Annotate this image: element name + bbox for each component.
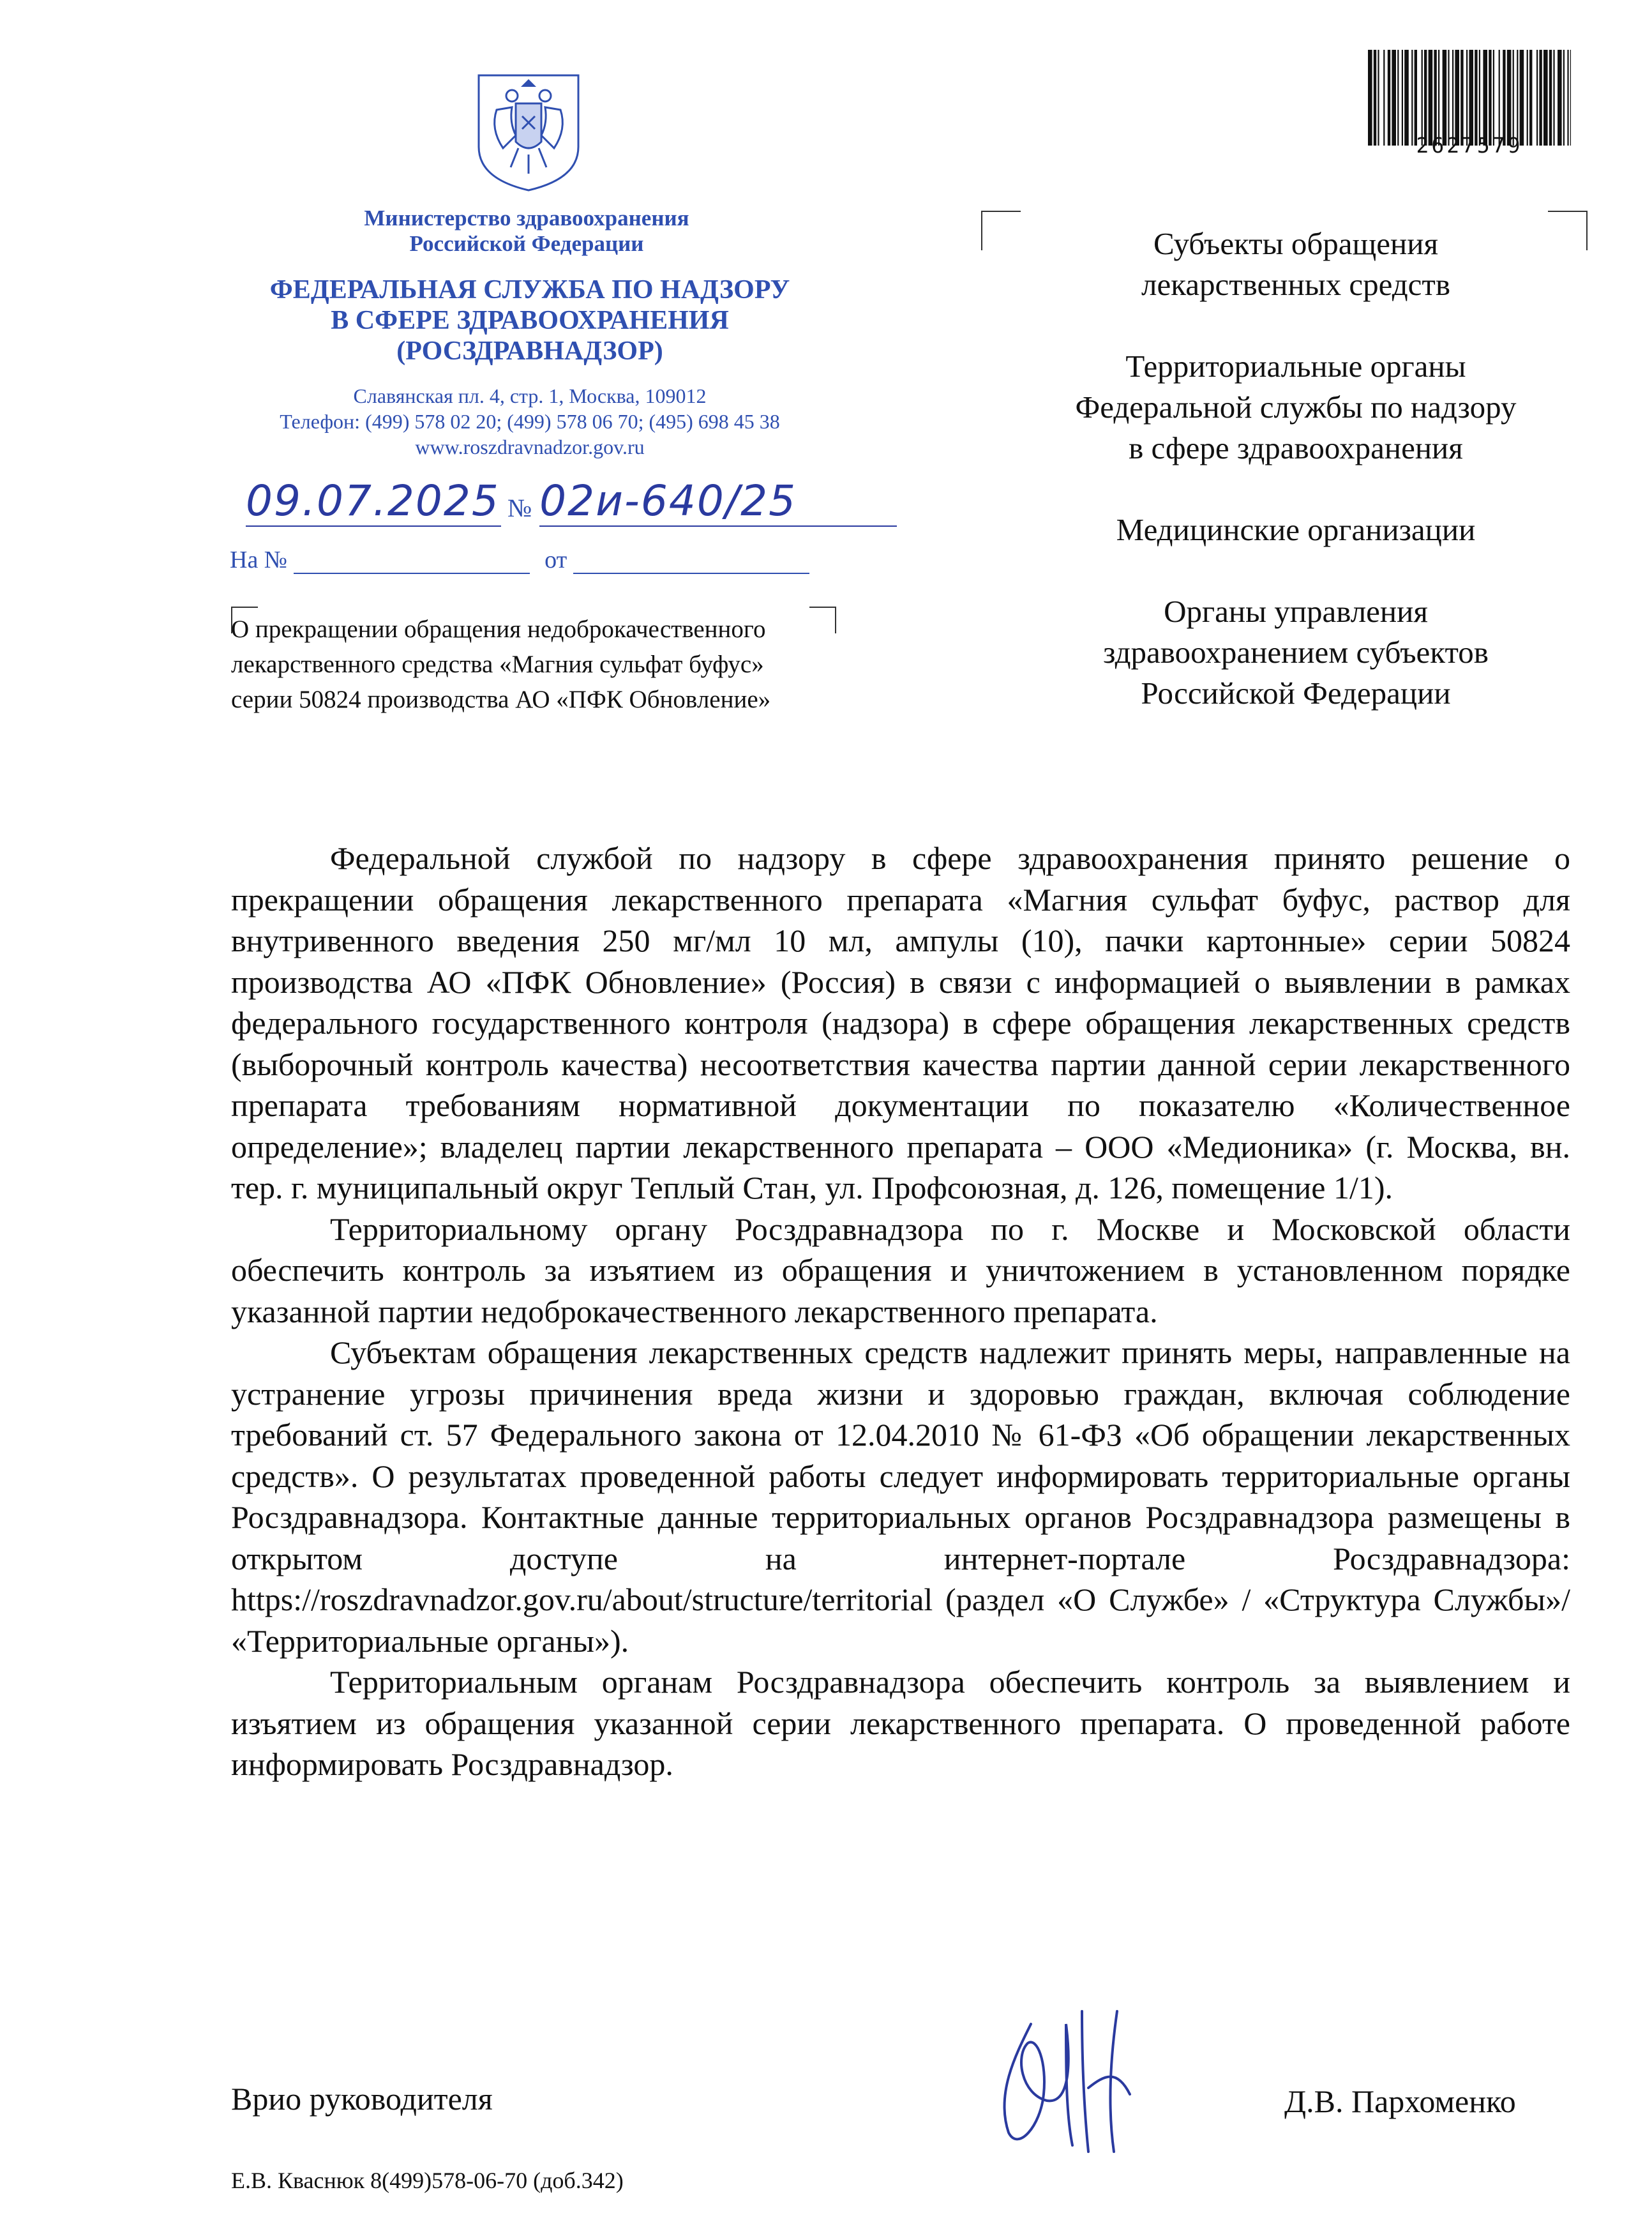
service-line-2: В СФЕРЕ ЗДРАВООХРАНЕНИЯ bbox=[331, 306, 729, 335]
registration-line bbox=[246, 476, 897, 527]
website: www.roszdravnadzor.gov.ru bbox=[415, 435, 645, 458]
barcode-bar bbox=[1469, 50, 1473, 146]
barcode-bar bbox=[1392, 50, 1396, 146]
barcode-bar bbox=[1388, 50, 1390, 146]
barcode-bar bbox=[1493, 50, 1494, 146]
barcode-bar bbox=[1489, 50, 1491, 146]
registration-date: 09.07.2025 bbox=[246, 476, 501, 527]
barcode-bar bbox=[1415, 50, 1417, 146]
barcode-bar bbox=[1466, 50, 1468, 146]
barcode-bar bbox=[1507, 50, 1512, 146]
recipient-line: Территориальные органы bbox=[1125, 349, 1466, 384]
barcode-bar bbox=[1539, 50, 1542, 146]
barcode-bar bbox=[1558, 50, 1562, 146]
recipient-line: здравоохранением субъектов bbox=[1103, 635, 1489, 670]
barcode-bar bbox=[1479, 50, 1480, 146]
subject-line: О прекращении обращения недоброкачественного bbox=[231, 616, 766, 643]
barcode-bar bbox=[1549, 50, 1552, 146]
address: Славянская пл. 4, стр. 1, Москва, 109012 bbox=[353, 384, 707, 407]
signatory-role: Врио руководителя bbox=[231, 2081, 493, 2117]
reply-date-blank bbox=[573, 548, 809, 574]
recipient-line: Медицинские организации bbox=[1116, 512, 1476, 547]
barcode-bar bbox=[1438, 50, 1439, 146]
service-name bbox=[191, 275, 868, 366]
barcode-bar bbox=[1443, 50, 1447, 146]
ministry-line-1: Министерство здравоохранения bbox=[364, 206, 689, 230]
coat-of-arms-emblem bbox=[471, 72, 586, 193]
barcode-bar bbox=[1563, 50, 1565, 146]
barcode-bar bbox=[1517, 50, 1518, 146]
registration-number: 02и-640/25 bbox=[539, 476, 897, 527]
from-label: от bbox=[544, 547, 567, 573]
barcode-bar bbox=[1452, 50, 1453, 146]
service-line-3: (РОСЗДРАВНАДЗОР) bbox=[396, 336, 663, 366]
barcode-bar bbox=[1402, 50, 1403, 146]
barcode-bar bbox=[1513, 50, 1514, 146]
service-line-1: ФЕДЕРАЛЬНАЯ СЛУЖБА ПО НАДЗОРУ bbox=[269, 275, 790, 305]
recipient-line: Субъекты обращения bbox=[1153, 226, 1438, 261]
barcode-bar bbox=[1570, 50, 1571, 146]
barcode-bar bbox=[1374, 50, 1376, 146]
executor-contact: Е.В. Кваснюк 8(499)578-06-70 (доб.342) bbox=[231, 2168, 624, 2193]
recipient-line: лекарственных средств bbox=[1141, 267, 1450, 302]
barcode-bar bbox=[1553, 50, 1554, 146]
handwritten-signature bbox=[970, 1998, 1162, 2158]
barcode-bar bbox=[1383, 50, 1385, 146]
phones: Телефон: (499) 578 02 20; (499) 578 06 70; (495) 698 45 38 bbox=[280, 410, 780, 433]
barcode-bar bbox=[1448, 50, 1449, 146]
barcode-bar bbox=[1503, 50, 1505, 146]
barcode-bar bbox=[1429, 50, 1433, 146]
reply-reference bbox=[230, 546, 809, 574]
barcode-bar bbox=[1520, 50, 1524, 146]
barcode-bar bbox=[1499, 50, 1500, 146]
barcode-bar bbox=[1422, 50, 1423, 146]
barcode-bar bbox=[1455, 50, 1459, 146]
contact-block bbox=[191, 383, 868, 460]
body-paragraph-2: Территориальному органу Росздравнадзора по г. Москве и Московской области обеспечить контроль за изъятием из обращения и уничтожением в установленном порядке указанной партии недоброкачественного лекарственного препарата. bbox=[231, 1211, 1570, 1329]
barcode-bar bbox=[1527, 50, 1528, 146]
barcode-bar bbox=[1543, 50, 1548, 146]
barcode-bar bbox=[1461, 50, 1463, 146]
barcode-bar bbox=[1483, 50, 1487, 146]
barcode-bar bbox=[1404, 50, 1409, 146]
subject-line: серии 50824 производства АО «ПФК Обновление» bbox=[231, 686, 771, 713]
recipient-line: Органы управления bbox=[1164, 594, 1428, 629]
reply-label: На № bbox=[230, 547, 288, 573]
recipient-line: в сфере здравоохранения bbox=[1129, 430, 1463, 465]
recipients-block bbox=[1009, 223, 1583, 714]
barcode-number: 2627579 bbox=[1416, 133, 1523, 158]
number-sign: № bbox=[507, 494, 534, 522]
barcode-bar bbox=[1434, 50, 1436, 146]
ministry-name bbox=[230, 206, 823, 257]
reply-number-blank bbox=[294, 548, 530, 574]
recipient-line: Федеральной службы по надзору bbox=[1075, 389, 1517, 425]
barcode-bar bbox=[1378, 50, 1379, 146]
ministry-line-2: Российской Федерации bbox=[409, 231, 644, 256]
barcode-bar bbox=[1397, 50, 1399, 146]
barcode-bar bbox=[1424, 50, 1427, 146]
document-barcode bbox=[1368, 50, 1571, 146]
body-paragraph-1: Федеральной службой по надзору в сфере здравоохранения принято решение о прекращении обращения лекарственного препарата «Магния сульфат буфус, раствор для внутривенного введения 250 мг/мл 10 мл, ампулы (10), пачки картонные» серии 50824 производства АО «ПФК Обновление» (Россия) в связи с информацией о выявлении в рамках федерального государственного контроля (надзора) в сфере обращения лекарственных средств (выборочный контроль качества) несоответствия качества партии данной серии лекарственного препарата требованиям нормативной документации по показателю «Количественное определение»; владелец партии лекарственного препарата – ООО «Медионика» (г. Москва, вн. тер. г. муниципальный округ Теплый Стан, ул. Профсоюзная, д. 126, помещение 1/1). bbox=[231, 840, 1570, 1205]
letter-subject bbox=[231, 612, 920, 717]
letter-body bbox=[231, 838, 1570, 1785]
body-paragraph-3: Субъектам обращения лекарственных средств надлежит принять меры, направленные на устранение угрозы причинения вреда жизни и здоровью граждан, включая соблюдение требований ст. 57 Федерального закона от 12.04.2010 № 61-ФЗ «Об обращении лекарственных средств». О результатах проведенной работы следует информировать территориальные органы Росздравнадзора. Контактные данные территориальных органов Росздравнадзора размещены в открытом доступе на интернет-портале Росздравнадзора: https://roszdravnadzor.gov.ru/about/structure/territorial (раздел «О Службе» / «Структура Службы»/ «Территориальные органы»). bbox=[231, 1334, 1570, 1659]
signatory-name: Д.В. Пархоменко bbox=[1284, 2083, 1516, 2119]
barcode-bar bbox=[1529, 50, 1532, 146]
subject-line: лекарственного средства «Магния сульфат буфус» bbox=[231, 651, 764, 678]
barcode-bar bbox=[1368, 50, 1372, 146]
barcode-bar bbox=[1536, 50, 1538, 146]
barcode-bar bbox=[1567, 50, 1568, 146]
recipient-line: Российской Федерации bbox=[1141, 676, 1451, 711]
barcode-bar bbox=[1475, 50, 1477, 146]
barcode-bar bbox=[1411, 50, 1413, 146]
body-paragraph-4: Территориальным органам Росздравнадзора обеспечить контроль за выявлением и изъятием из обращения указанной серии лекарственного препарата. О проведенной работе информировать Росздравнадзор. bbox=[231, 1664, 1570, 1782]
